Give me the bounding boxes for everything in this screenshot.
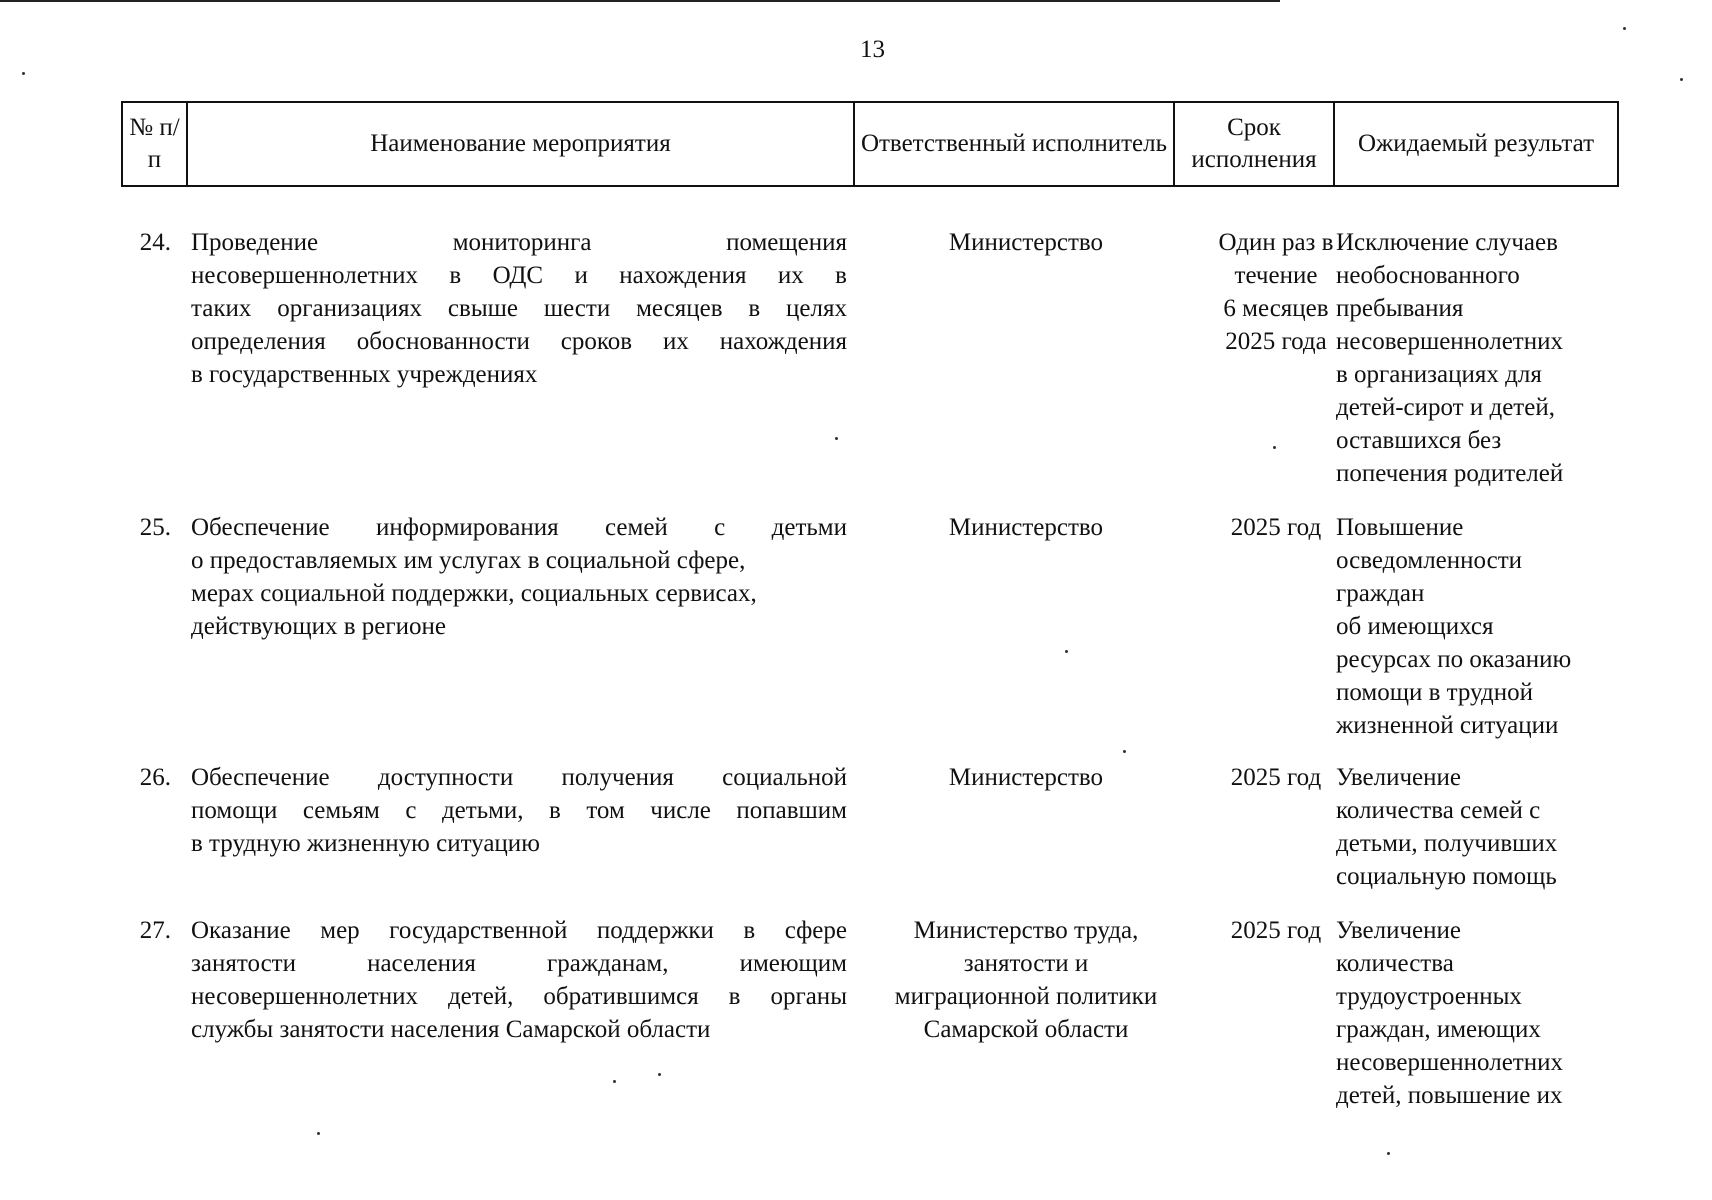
row-number: 24. [139, 229, 171, 256]
row-name [191, 914, 847, 1046]
row-responsible-line: миграционной политики [894, 983, 1158, 1010]
header-name: Наименование мероприятия [370, 130, 671, 157]
header-responsible: Ответственный исполнитель [860, 130, 1168, 157]
row-result-line: оставшихся без [1336, 427, 1502, 454]
row-result-line: в организациях для [1336, 361, 1542, 388]
row-responsible-line: Министерство [948, 764, 1104, 791]
scan-speck [1387, 1152, 1390, 1155]
row-name-line: Обеспечение информирования семей с детьми [191, 514, 847, 541]
row-result-line: пребывания [1336, 295, 1464, 322]
row-result-line: жизненной ситуации [1336, 712, 1559, 739]
row-term-line: 2025 год [1230, 514, 1322, 541]
row-name-line: занятости населения гражданам, имеющим [191, 950, 847, 977]
row-result-line: количества [1336, 950, 1454, 977]
table-header [121, 101, 1619, 187]
row-responsible-line: Министерство труда, [913, 917, 1139, 944]
row-result-line: детей-сирот и детей, [1336, 394, 1555, 421]
row-result-line: социальную помощь [1336, 863, 1557, 890]
row-name-line: в трудную жизненную ситуацию [191, 830, 540, 857]
row-name-line: определения обоснованности сроков их нахождения [191, 328, 847, 355]
row-result [1336, 226, 1626, 490]
scan-speck [1680, 78, 1683, 81]
row-name-line: о предоставляемых им услугах в социальной сфере, [191, 547, 746, 574]
scan-speck [22, 72, 25, 75]
row-name-line: несовершеннолетних детей, обратившимся в органы [191, 983, 847, 1010]
row-term-line: 2025 год [1230, 917, 1322, 944]
scan-speck [1273, 446, 1276, 449]
row-result-line: граждан [1336, 580, 1425, 607]
scan-speck [1065, 650, 1068, 653]
row-name [191, 226, 847, 391]
row-responsible [856, 511, 1196, 544]
row-name-line: Обеспечение доступности получения социальной [191, 764, 847, 791]
row-name-line: действующих в регионе [191, 613, 446, 640]
row-name [191, 761, 847, 860]
row-name-line: несовершеннолетних в ОДС и нахождения их в [191, 262, 847, 289]
row-term-line: 2025 года [1225, 328, 1327, 355]
row-name [191, 511, 847, 643]
row-result-line: Исключение случаев [1336, 229, 1558, 256]
row-name-line: Оказание мер государственной поддержки в сфере [191, 917, 847, 944]
row-result-line: детей, повышение их [1336, 1082, 1563, 1109]
row-result-line: Увеличение [1336, 917, 1462, 944]
row-name-line: таких организациях свыше шести месяцев в целях [191, 295, 847, 322]
scan-speck [658, 1073, 661, 1076]
row-term-line: 6 месяцев [1223, 295, 1329, 322]
row-result-line: граждан, имеющих [1336, 1016, 1541, 1043]
row-result [1336, 511, 1626, 742]
header-result: Ожидаемый результат [1357, 130, 1595, 157]
row-number: 27. [139, 917, 171, 944]
row-result [1336, 761, 1626, 893]
row-result-line: помощи в трудной [1336, 679, 1533, 706]
row-result-line: об имеющихся [1336, 613, 1494, 640]
row-result-line: несовершеннолетних [1336, 328, 1563, 355]
row-responsible-line: Министерство [948, 229, 1104, 256]
row-responsible-line: занятости и [963, 950, 1089, 977]
scan-speck [317, 1132, 320, 1135]
row-result-line: попечения родителей [1336, 460, 1564, 487]
row-result [1336, 914, 1626, 1112]
header-term: Срок исполнения [1191, 114, 1317, 173]
row-name-line: службы занятости населения Самарской области [191, 1016, 711, 1043]
row-result-line: Увеличение [1336, 764, 1462, 791]
row-term-line: Один раз в [1218, 229, 1334, 256]
row-name-line: мерах социальной поддержки, социальных сервисах, [191, 580, 757, 607]
row-number: 25. [139, 514, 171, 541]
header-num: № п/п [129, 114, 180, 173]
row-result-line: осведомленности [1336, 547, 1523, 574]
row-name-line: помощи семьям с детьми, в том числе попавшим [191, 797, 847, 824]
row-term-line: течение [1234, 262, 1318, 289]
row-term-line: 2025 год [1230, 764, 1322, 791]
row-result-line: необоснованного [1336, 262, 1520, 289]
row-responsible [856, 226, 1196, 259]
row-responsible [856, 761, 1196, 794]
row-result-line: количества семей с [1336, 797, 1541, 824]
page-number: 13 [860, 36, 885, 63]
scan-border-line [0, 0, 1280, 2]
row-responsible [856, 914, 1196, 1046]
scan-speck [613, 1080, 616, 1083]
row-result-line: несовершеннолетних [1336, 1049, 1563, 1076]
row-responsible-line: Самарской области [923, 1016, 1129, 1043]
scan-speck [835, 437, 838, 440]
scan-speck [1123, 750, 1126, 753]
row-result-line: трудоустроенных [1336, 983, 1522, 1010]
row-number: 26. [139, 764, 171, 791]
row-result-line: детьми, получивших [1336, 830, 1558, 857]
row-result-line: ресурсах по оказанию [1336, 646, 1572, 673]
row-responsible-line: Министерство [948, 514, 1104, 541]
row-result-line: Повышение [1336, 514, 1464, 541]
row-name-line: Проведение мониторинга помещения [191, 229, 847, 256]
scan-speck [1623, 27, 1626, 30]
row-name-line: в государственных учреждениях [191, 361, 538, 388]
